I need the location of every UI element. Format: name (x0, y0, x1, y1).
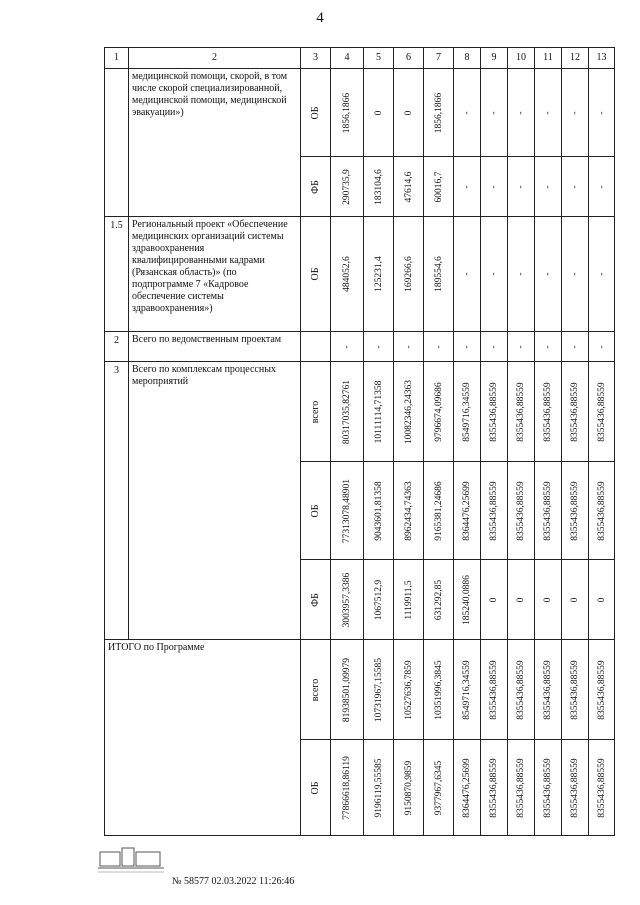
value-text: 8355436,88559 (570, 659, 580, 720)
value-text: - (433, 344, 444, 349)
value-text: 631292,85 (433, 579, 444, 620)
value-text: 8962434,74363 (403, 480, 414, 541)
header-cell: 4 (331, 48, 364, 69)
value-cell (331, 362, 364, 462)
header-cell: 9 (481, 48, 508, 69)
value-cell (562, 462, 589, 560)
value-cell (454, 740, 481, 836)
table-row (105, 69, 615, 157)
value-text: 0 (403, 110, 414, 115)
value-text: 9043601,81358 (373, 480, 384, 541)
value-cell (481, 69, 508, 157)
value-text: 9150870,9859 (403, 760, 414, 815)
budget-type-cell (301, 157, 331, 217)
value-text: 183104,6 (373, 168, 384, 205)
table-row (105, 332, 615, 362)
value-cell (535, 560, 562, 640)
value-text: - (373, 344, 384, 349)
value-text: 8355436,88559 (596, 659, 607, 720)
value-text: 8355436,88559 (543, 659, 553, 720)
value-text: - (462, 272, 472, 276)
value-cell (454, 332, 481, 362)
row-description: Всего по ведомственным проектам (129, 332, 301, 362)
value-cell (589, 640, 615, 740)
value-text: 8355436,88559 (596, 480, 607, 541)
registry-stamp-icon (94, 842, 168, 876)
registration-footer: № 58577 02.03.2022 11:26:46 (172, 876, 295, 887)
value-cell (562, 640, 589, 740)
value-cell (481, 640, 508, 740)
value-text: 1856,1866 (342, 92, 352, 133)
row-number-cell (105, 69, 129, 217)
budget-type-cell (301, 462, 331, 560)
value-text: - (570, 272, 580, 276)
value-text: 8364476,25699 (462, 757, 472, 818)
value-text: 0 (570, 597, 580, 602)
budget-type: ОБ (309, 267, 321, 281)
value-cell (508, 217, 535, 332)
value-text: 0 (543, 597, 553, 602)
value-cell (508, 362, 535, 462)
value-cell (535, 69, 562, 157)
value-cell (535, 362, 562, 462)
value-cell (454, 362, 481, 462)
value-text: 1067512,9 (373, 579, 384, 620)
value-cell (508, 560, 535, 640)
budget-type: ОБ (309, 106, 321, 119)
budget-type-cell (301, 362, 331, 462)
value-text: 8355436,88559 (543, 381, 553, 442)
value-text: - (516, 272, 526, 276)
budget-type-cell (301, 640, 331, 740)
table-row (105, 362, 615, 462)
value-text: 290735,9 (342, 168, 352, 205)
value-text: - (489, 184, 499, 189)
value-text: - (543, 110, 553, 115)
budget-type: ОБ (309, 504, 321, 517)
budget-type-cell (301, 69, 331, 157)
value-cell (331, 217, 364, 332)
value-text: 8355436,88559 (489, 659, 499, 720)
value-cell (589, 362, 615, 462)
value-cell (481, 560, 508, 640)
row-number-cell: 3 (105, 362, 129, 640)
value-cell (481, 362, 508, 462)
value-text: 1119911,5 (403, 579, 414, 620)
value-text: - (462, 184, 472, 189)
value-cell (331, 640, 364, 740)
value-text: 8355436,88559 (543, 480, 553, 541)
budget-type: ФБ (309, 592, 321, 607)
value-cell (394, 560, 424, 640)
value-text: 3003957,3386 (342, 572, 352, 627)
value-text: 8355436,88559 (489, 757, 499, 818)
value-cell (508, 740, 535, 836)
value-cell (394, 462, 424, 560)
value-text: 169266,6 (403, 256, 414, 292)
value-cell (331, 157, 364, 217)
value-cell (424, 69, 454, 157)
value-cell (394, 157, 424, 217)
value-cell (589, 560, 615, 640)
value-cell (424, 462, 454, 560)
header-row (105, 48, 615, 69)
value-cell (481, 462, 508, 560)
value-cell (589, 332, 615, 362)
value-text: 8355436,88559 (516, 757, 526, 818)
program-table (104, 47, 615, 836)
table-row (105, 217, 615, 332)
value-cell (364, 217, 394, 332)
value-cell (364, 640, 394, 740)
value-cell (364, 332, 394, 362)
header-cell: 1 (105, 48, 129, 69)
value-cell (424, 740, 454, 836)
value-text: - (489, 272, 499, 276)
value-cell (454, 157, 481, 217)
value-cell (562, 560, 589, 640)
value-text: 9165381,24686 (433, 480, 444, 541)
value-cell (331, 332, 364, 362)
value-text: 9377967,6345 (433, 760, 444, 815)
value-cell (562, 740, 589, 836)
value-text: 8355436,88559 (570, 480, 580, 541)
value-text: 8355436,88559 (516, 659, 526, 720)
value-cell (364, 157, 394, 217)
header-cell: 11 (535, 48, 562, 69)
header-cell: 8 (454, 48, 481, 69)
value-cell (331, 69, 364, 157)
value-text: - (596, 344, 607, 349)
value-cell (481, 157, 508, 217)
value-cell (562, 332, 589, 362)
value-text: - (570, 184, 580, 189)
row-description: Всего по комплексам процессных мероприятий (129, 362, 301, 640)
budget-type: ОБ (309, 781, 321, 794)
value-cell (364, 462, 394, 560)
value-cell (562, 157, 589, 217)
value-text: 8355436,88559 (570, 381, 580, 442)
value-text: 1856,1866 (433, 92, 444, 133)
budget-type-cell (301, 332, 331, 362)
header-cell: 7 (424, 48, 454, 69)
value-cell (331, 560, 364, 640)
value-cell (424, 362, 454, 462)
value-cell (454, 69, 481, 157)
value-text: - (342, 344, 352, 349)
value-text: - (543, 184, 553, 189)
value-cell (562, 217, 589, 332)
budget-type: ФБ (309, 179, 321, 194)
header-cell: 10 (508, 48, 535, 69)
value-cell (454, 462, 481, 560)
value-text: - (596, 184, 607, 189)
row-number-cell: 1.5 (105, 217, 129, 332)
value-cell (481, 740, 508, 836)
value-cell (364, 362, 394, 462)
value-cell (454, 217, 481, 332)
value-cell (394, 332, 424, 362)
value-cell (535, 640, 562, 740)
value-text: - (543, 272, 553, 276)
value-text: 47614,6 (403, 171, 414, 202)
value-cell (331, 740, 364, 836)
value-cell (394, 740, 424, 836)
value-text: 0 (516, 597, 526, 602)
value-text: 10111114,71358 (373, 380, 384, 443)
value-cell (535, 740, 562, 836)
value-text: 0 (596, 597, 607, 602)
value-cell (424, 640, 454, 740)
value-cell (508, 462, 535, 560)
value-cell (508, 332, 535, 362)
value-text: 8355436,88559 (516, 480, 526, 541)
value-text: 81938501,09979 (342, 657, 352, 722)
value-text: 8549716,34559 (462, 659, 472, 720)
value-cell (364, 740, 394, 836)
value-cell (589, 217, 615, 332)
value-text: - (489, 344, 499, 349)
value-text: 10731967,15585 (373, 657, 384, 722)
value-text: - (596, 110, 607, 115)
header-cell: 13 (589, 48, 615, 69)
value-cell (394, 69, 424, 157)
value-cell (364, 560, 394, 640)
value-text: - (543, 344, 553, 349)
value-text: 77313078,48901 (342, 478, 352, 543)
value-text: 189554,6 (433, 256, 444, 292)
value-cell (424, 157, 454, 217)
value-text: 125231,4 (373, 256, 384, 292)
budget-type: всего (309, 678, 321, 701)
value-text: 0 (373, 110, 384, 115)
row-description: медицинской помощи, скорой, в том числе скорой специализированной, медицинской помощи, медицинской эвакуации») (129, 69, 301, 217)
value-text: - (516, 110, 526, 115)
value-cell (424, 332, 454, 362)
value-cell (589, 462, 615, 560)
value-cell (508, 640, 535, 740)
budget-type-cell (301, 740, 331, 836)
value-text: 10527636,7859 (403, 659, 414, 720)
row-number-cell: 2 (105, 332, 129, 362)
value-text: - (462, 110, 472, 115)
value-text: 9796674,09686 (433, 381, 444, 442)
value-text: 185240,0886 (462, 574, 472, 625)
value-text: 8549716,34559 (462, 381, 472, 442)
value-cell (364, 69, 394, 157)
value-text: 10082346,24363 (403, 379, 414, 444)
value-text: 8355436,88559 (570, 757, 580, 818)
header-cell: 2 (129, 48, 301, 69)
value-text: - (403, 344, 414, 349)
value-cell (535, 157, 562, 217)
value-cell (394, 640, 424, 740)
value-cell (394, 362, 424, 462)
value-text: - (489, 110, 499, 115)
value-cell (424, 217, 454, 332)
budget-type-cell (301, 560, 331, 640)
value-text: - (462, 344, 472, 349)
value-cell (481, 217, 508, 332)
value-cell (481, 332, 508, 362)
value-text: - (596, 272, 607, 276)
value-text: - (570, 110, 580, 115)
table-row (105, 640, 615, 740)
value-text: 8355436,88559 (489, 480, 499, 541)
value-text: - (516, 344, 526, 349)
header-cell: 12 (562, 48, 589, 69)
header-cell: 3 (301, 48, 331, 69)
value-text: 9196119,55585 (373, 757, 384, 818)
budget-type: всего (309, 400, 321, 423)
value-cell (535, 462, 562, 560)
page-number: 4 (316, 10, 324, 26)
value-text: 0 (489, 597, 499, 602)
total-label: ИТОГО по Программе (105, 640, 301, 836)
value-cell (535, 217, 562, 332)
value-cell (589, 157, 615, 217)
value-text: 8355436,88559 (516, 381, 526, 442)
value-text: 77866618,86119 (342, 755, 352, 820)
value-cell (508, 157, 535, 217)
value-cell (562, 362, 589, 462)
value-cell (508, 69, 535, 157)
budget-type-cell (301, 217, 331, 332)
header-cell: 5 (364, 48, 394, 69)
value-text: 484052,6 (342, 256, 352, 292)
value-cell (394, 217, 424, 332)
value-cell (331, 462, 364, 560)
value-text: 8364476,25699 (462, 480, 472, 541)
value-cell (424, 560, 454, 640)
value-cell (454, 640, 481, 740)
row-description: Региональный проект «Обеспечение медицинских организаций системы здравоохранения квалифицированными кадрами (Рязанская область)» (по подпрограмме 7 «Кадровое обеспечение системы здравоохранения») (129, 217, 301, 332)
value-text: 80317035,82761 (342, 379, 352, 444)
value-cell (589, 740, 615, 836)
value-cell (454, 560, 481, 640)
value-text: 8355436,88559 (596, 381, 607, 442)
value-text: 60016,7 (433, 171, 444, 202)
header-cell: 6 (394, 48, 424, 69)
value-cell (535, 332, 562, 362)
value-text: 8355436,88559 (543, 757, 553, 818)
value-cell (589, 69, 615, 157)
value-text: 10351996,3845 (433, 659, 444, 720)
value-text: - (516, 184, 526, 189)
value-text: 8355436,88559 (489, 381, 499, 442)
value-text: 8355436,88559 (596, 757, 607, 818)
value-cell (562, 69, 589, 157)
value-text: - (570, 344, 580, 349)
